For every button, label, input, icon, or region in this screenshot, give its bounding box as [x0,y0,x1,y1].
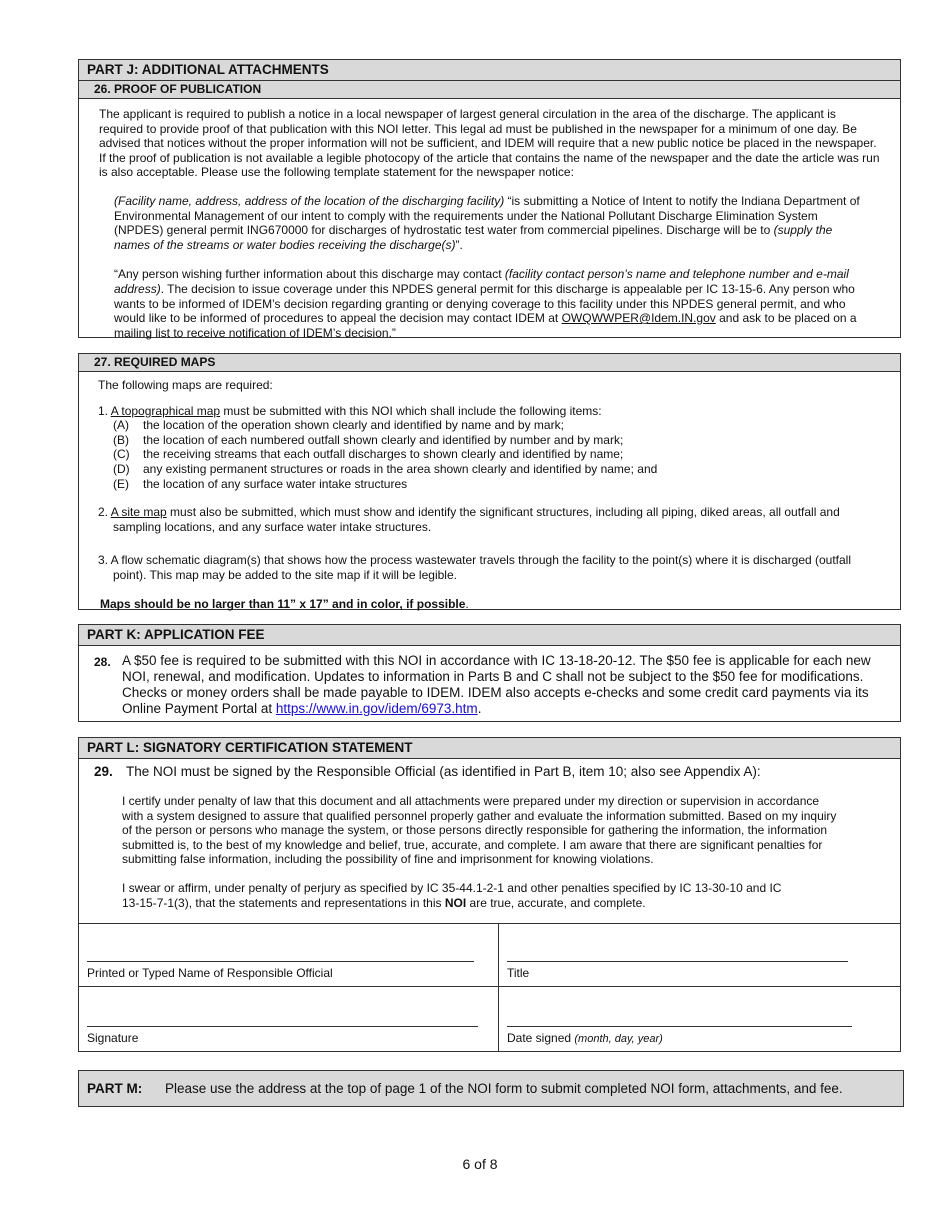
part-m-label: PART M: [87,1081,143,1096]
payment-portal-link[interactable]: https://www.in.gov/idem/6973.htm [275,701,478,716]
map-item-2: 2. A site map must also be submitted, which must show and identify the significant structures, including all piping, diked areas, all outfall and sampling locations, and any surface water intake structures. [98,505,840,534]
title-field[interactable] [499,924,900,986]
item-26-title: 26. PROOF OF PUBLICATION [79,81,900,99]
part-m-instructions: Please use the address at the top of page 1 of the NOI form to submit completed NOI form, attachments, and fee. [165,1081,843,1096]
maps-intro: The following maps are required: [98,378,273,392]
list-item: (E) the location of any surface water intake structures [113,476,408,491]
page-number: 6 of 8 [462,1156,498,1172]
item-28-number: 28. [94,655,111,669]
signatory-intro: 29. The NOI must be signed by the Responsible Official (as identified in Part B, item 10; also see Appendix A): [94,764,761,779]
idem-email-link[interactable]: OWQWWPER@Idem.IN.gov [561,311,716,326]
title-label: Title [507,966,530,980]
list-item: (B) the location of each numbered outfall shown clearly and identified by number and by mark; [113,432,624,447]
facility-placeholder: (Facility name, address, address of the location of the discharging facility) [114,193,505,208]
required-maps-section [78,353,901,610]
part-l-header: PART L: SIGNATORY CERTIFICATION STATEMENT [79,738,900,759]
maps-size-note: Maps should be no larger than 11” x 17” and in color, if possible. [100,596,469,611]
part-m-section [78,1070,904,1107]
part-k-section [78,624,901,722]
publication-instructions: The applicant is required to publish a notice in a local newspaper of largest general circulation in the area of the discharge. The applicant is required to provide proof of that publication with this NOI letter. This legal ad must be published in the newspaper for a minimum of one day. Be advised that notices without the proper information will not be sufficient, and IDEM will require that a new public notice be placed in the newspaper. If the proof of publication is not available a legible photocopy of the article that contains the name of the newspaper and the date the article was run is also acceptable. Please use the following template statement for the newspaper notice: [99,107,880,180]
notice-template-2: “Any person wishing further information about this discharge may contact (facility contact person’s name and telephone number and e-mail address). The decision to issue coverage under this NPDES general permit for this discharge is appealable per IC 13-15-6. Any person who wants to be informed of IDEM’s decision regarding granting or denying coverage to this facility under this NPDES general permit, and who would like to be informed of procedures to appeal the decision may contact IDEM at OWQWWPER@Idem.IN.gov and ask to be placed on a mailing list to receive notification of IDEM’s decision.” [114,267,857,340]
item-27-title: 27. REQUIRED MAPS [79,354,900,372]
notice-template-1: (Facility name, address, address of the location of the discharging facility) “is submitting a Notice of Intent to notify the Indiana Department of Environmental Management of our intent to comply with the requirements under the National Pollutant Discharge Elimination System (NPDES) general permit ING670000 for discharges of hydrostatic test water from commercial pipelines. Discharge will be to (supply the names of the streams or water bodies receiving the discharge(s)”. [114,193,860,252]
part-j-section [78,59,901,338]
certification-statement: I certify under penalty of law that this document and all attachments were prepared under my direction or supervision in accordance with a system designed to assure that qualified personnel properly gather and evaluate the information submitted. Based on my inquiry of the person or persons who manage the system, or those persons directly responsible for gathering the information, the information submitted is, to the best of my knowledge and belief, true, accurate, and complete. I am aware that there are significant penalties for submitting false information, including the possibility of fine and imprisonment for knowing violations. [122,794,837,867]
official-name-field[interactable] [79,924,499,986]
topographical-map-term: A topographical map [110,403,221,418]
fee-statement: 28. A $50 fee is required to be submitted with this NOI in accordance with IC 13-18-20-12. The $50 fee is applicable for each new NOI, renewal, and modification. Updates to information in Parts B and C shall not be subject to the $50 fee for modifications. Checks or money orders shall be made payable to IDEM. IDEM also accepts e-checks and some credit card payments via its Online Payment Portal at https://www.in.gov/idem/6973.htm. [94,653,871,716]
list-item: (D) any existing permanent structures or roads in the area shown clearly and identified by name; and [113,461,658,476]
part-j-header: PART J: ADDITIONAL ATTACHMENTS [79,60,900,81]
map-item-1: 1. A topographical map must be submitted with this NOI which shall include the following items: [98,403,602,418]
topo-map-items [113,418,880,491]
perjury-statement: I swear or affirm, under penalty of perjury as specified by IC 35-44.1-2-1 and other penalties specified by IC 13-30-10 and IC 13-15-7-1(3), that the statements and representations in this NOI are true, accurate, and complete. [122,880,782,910]
contact-placeholder: (facility contact person’s name and telephone number and e-mail address) [114,267,849,296]
signature-block [79,923,900,1051]
official-name-label: Printed or Typed Name of Responsible Official [87,966,333,980]
signature-label: Signature [87,1031,139,1045]
date-signed-label: Date signed (month, day, year) [507,1031,663,1045]
part-k-header: PART K: APPLICATION FEE [79,625,900,646]
list-item: (A) the location of the operation shown clearly and identified by name and by mark; [113,418,564,433]
item-29-number: 29. [94,764,113,779]
streams-placeholder: (supply the names of the streams or water bodies receiving the discharge(s) [114,223,833,252]
signature-field[interactable] [79,986,499,1051]
site-map-term: A site map [110,505,167,520]
date-signed-field[interactable] [499,986,900,1051]
part-l-section [78,737,901,1052]
map-item-3: 3. A flow schematic diagram(s) that shows how the process wastewater travels through the facility to the point(s) where it is discharged (outfall point). This map may be added to the site map if it will be legible. [98,553,852,582]
list-item: (C) the receiving streams that each outfall discharges to shown clearly and identified by name; [113,447,624,462]
